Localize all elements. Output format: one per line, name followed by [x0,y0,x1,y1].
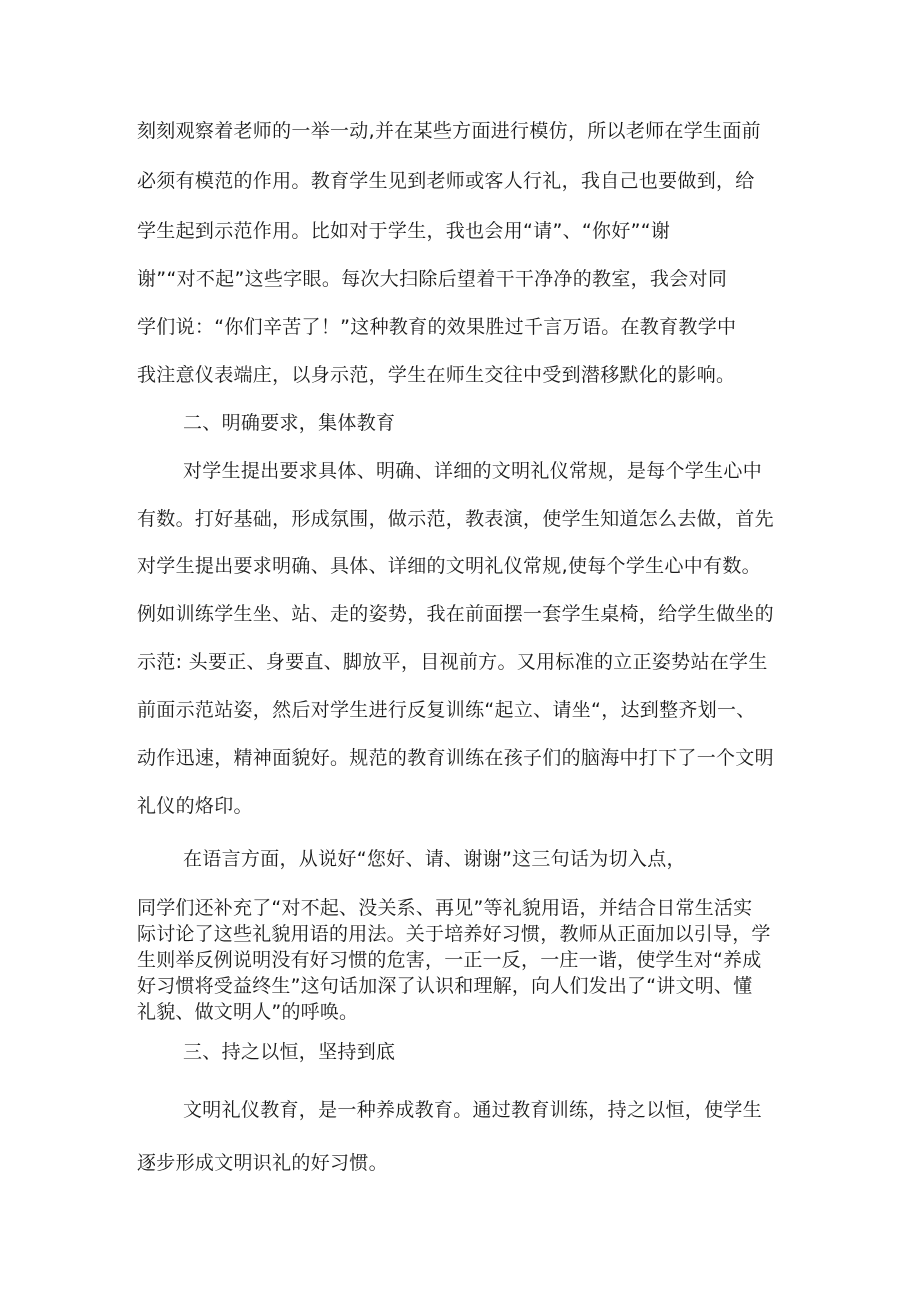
paragraph-line: 前面示范站姿，然后对学生进行反复训练“起立、请坐“，达到整齐划一、 [137,699,756,721]
paragraph-line: 例如训练学生坐、站、走的姿势，我在前面摆一套学生桌椅，给学生做坐的 [137,603,774,625]
compact-paragraph [137,895,813,1025]
paragraph-line: 动作迅速，精神面貌好。规范的教育训练在孩子们的脑海中打下了一个文明 [137,747,774,769]
section-heading: 二、明确要求，集体教育 [183,412,396,434]
paragraph-line: 我注意仪表端庄，以身示范，学生在师生交往中受到潜移默化的影响。 [137,364,736,386]
paragraph-line: 同学们还补充了“对不起、没关系、再见”等礼貌用语，并结合日常生活实 [137,897,753,919]
paragraph-line: 必须有模范的作用。教育学生见到老师或客人行礼，我自己也要做到，给 [137,170,755,192]
paragraph-line: 谢”“对不起”这些字眼。每次大扫除后望着干干净净的教室，我会对同 [137,268,728,290]
paragraph-line: 对学生提出要求明确、具体、详细的文明礼仪常规,使每个学生心中有数。 [137,555,761,577]
paragraph-line: 礼仪的烙印。 [137,795,253,817]
paragraph-line: 学生起到示范作用。比如对于学生，我也会用“请”、“你好”“谢 [137,220,671,242]
paragraph-line: 际讨论了这些礼貌用语的用法。关于培养好习惯，教师从正面加以引导，学 [137,923,771,945]
paragraph-line: 有数。打好基础，形成氛围，做示范，教表演，使学生知道怎么去做，首先 [137,508,774,530]
paragraph-line: 示范: 头要正、身要直、脚放平，目视前方。又用标准的立正姿势站在学生 [137,651,768,673]
paragraph-line: 逐步形成文明识礼的好习惯。 [137,1152,388,1174]
paragraph-line: 好习惯将受益终生”这句话加深了认识和理解，向人们发出了“讲文明、懂 [137,975,753,997]
paragraph-line: 礼貌、做文明人”的呼唤。 [137,1001,359,1023]
paragraph-line: 在语言方面，从说好“您好、请、谢谢”这三句话为切入点， [183,848,686,870]
paragraph-line: 学们说：“你们辛苦了！”这种教育的效果胜过千言万语。在教育教学中 [137,316,737,338]
paragraph-line: 刻刻观察着老师的一举一动,并在某些方面进行模仿，所以老师在学生面前 [137,120,761,142]
paragraph-line: 对学生提出要求具体、明确、详细的文明礼仪常规，是每个学生心中 [183,460,763,482]
section-heading: 三、持之以恒，坚持到底 [183,1041,396,1063]
paragraph-line: 文明礼仪教育，是一种养成教育。通过教育训练，持之以恒，使学生 [183,1099,763,1121]
paragraph-line: 生则举反例说明没有好习惯的危害，一正一反，一庄一谐，使学生对“养成 [137,949,762,971]
